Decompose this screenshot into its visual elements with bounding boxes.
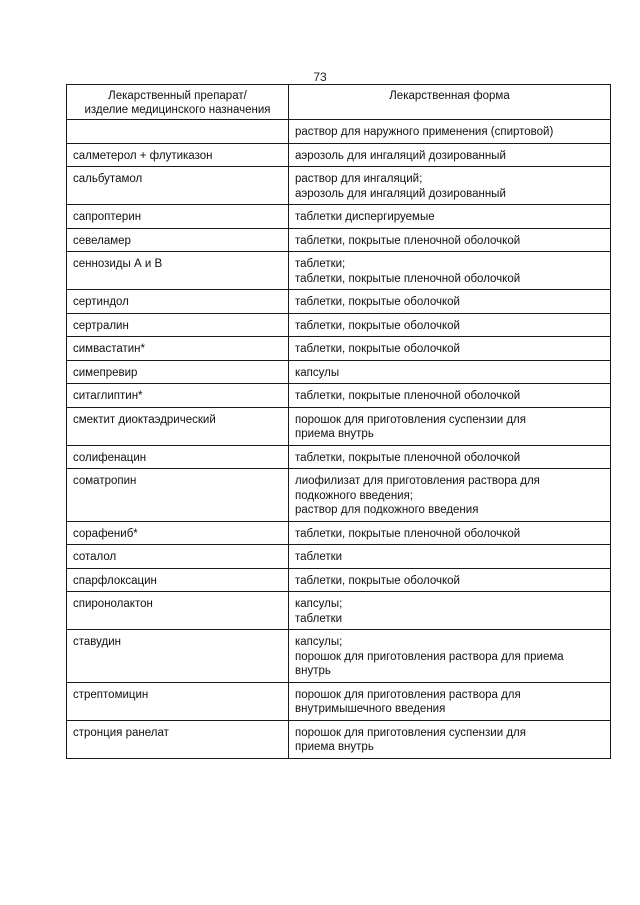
drug-name: стрептомицин (73, 688, 149, 701)
table-row (67, 252, 611, 290)
dosage-form-line: внутрь (295, 665, 331, 677)
header-line: изделие медицинского назначения (84, 104, 271, 116)
table-row (67, 360, 611, 384)
dosage-form-cell (289, 167, 611, 205)
dosage-form-line: таблетки, покрытые оболочкой (295, 296, 460, 308)
dosage-form-line: таблетки, покрытые оболочкой (295, 574, 460, 587)
dosage-form-line: капсулы; (295, 598, 343, 610)
table-row (67, 337, 611, 361)
dosage-form-line: раствор для ингаляций; (295, 173, 423, 185)
table-row (67, 592, 611, 630)
dosage-form-line: порошок для приготовления раствора для (295, 688, 521, 701)
dosage-form-cell (289, 592, 611, 630)
drug-name: спарфлоксацин (73, 574, 157, 587)
drug-name: соталол (73, 551, 117, 563)
dosage-form-cell (289, 682, 611, 720)
drug-name-cell (67, 143, 289, 167)
dosage-form-line: подкожного введения; (295, 489, 414, 502)
drug-name-cell (67, 521, 289, 545)
drug-name-cell (67, 360, 289, 384)
dosage-form-line: таблетки, покрытые пленочной оболочкой (295, 272, 521, 285)
drug-name-cell (67, 445, 289, 469)
table-row (67, 445, 611, 469)
dosage-form-cell (289, 313, 611, 337)
drug-name-cell (67, 120, 289, 144)
dosage-form-line: раствор для подкожного введения (295, 504, 479, 516)
table-row (67, 120, 611, 144)
drug-name-cell (67, 592, 289, 630)
drug-table (66, 84, 611, 759)
table-body (67, 120, 611, 759)
header-line: Лекарственный препарат/ (108, 90, 247, 102)
drug-name: сапроптерин (73, 211, 142, 223)
dosage-form-line: таблетки, покрытые пленочной оболочкой (295, 451, 521, 464)
drug-name-cell (67, 252, 289, 290)
dosage-form-cell (289, 384, 611, 408)
drug-name: стронция ранелат (73, 726, 169, 739)
table-row (67, 167, 611, 205)
dosage-form-line: лиофилизат для приготовления раствора для (295, 475, 540, 487)
drug-name: солифенацин (73, 451, 147, 464)
dosage-form-cell (289, 630, 611, 683)
drug-name-cell (67, 630, 289, 683)
dosage-form-cell (289, 545, 611, 569)
dosage-form-line: капсулы; (295, 636, 343, 648)
dosage-form-cell (289, 521, 611, 545)
page-number: 73 (313, 70, 327, 84)
dosage-form-line: порошок для приготовления суспензии для (295, 413, 526, 426)
drug-name-cell (67, 720, 289, 758)
dosage-form-line: таблетки, покрытые оболочкой (295, 319, 460, 332)
dosage-form-line: таблетки диспергируемые (295, 211, 435, 223)
dosage-form-cell (289, 407, 611, 445)
drug-name: сертралин (73, 319, 129, 332)
drug-name-cell (67, 313, 289, 337)
drug-name-cell (67, 682, 289, 720)
table-row (67, 384, 611, 408)
drug-name-cell (67, 407, 289, 445)
table-row (67, 720, 611, 758)
dosage-form-cell (289, 228, 611, 252)
drug-name-cell (67, 469, 289, 522)
dosage-form-line: аэрозоль для ингаляций дозированный (295, 149, 506, 162)
table-header-row (67, 85, 611, 120)
table-row (67, 228, 611, 252)
dosage-form-line: таблетки; (295, 258, 346, 270)
header-dosage-form (289, 85, 611, 120)
drug-name-cell (67, 545, 289, 569)
drug-name: сорафениб* (73, 527, 138, 540)
drug-name-cell (67, 384, 289, 408)
table-row (67, 313, 611, 337)
table-row (67, 630, 611, 683)
dosage-form-cell (289, 205, 611, 229)
drug-name: симепревир (73, 366, 138, 379)
dosage-form-line: таблетки (295, 612, 343, 625)
dosage-form-line: капсулы (295, 366, 340, 379)
dosage-form-line: аэрозоль для ингаляций дозированный (295, 187, 506, 200)
dosage-form-line: раствор для наружного применения (спиртовой) (295, 126, 554, 138)
dosage-form-cell (289, 143, 611, 167)
drug-name-cell (67, 167, 289, 205)
dosage-form-line: приема внутрь (295, 741, 374, 753)
drug-name: севеламер (73, 234, 131, 247)
dosage-form-line: таблетки, покрытые пленочной оболочкой (295, 527, 521, 540)
drug-name: сеннозиды А и В (73, 258, 163, 270)
drug-name: спиронолактон (73, 598, 153, 610)
dosage-form-cell (289, 252, 611, 290)
dosage-form-cell (289, 360, 611, 384)
dosage-form-cell (289, 120, 611, 144)
drug-name: ситаглиптин* (73, 390, 143, 402)
header-drug-name (67, 85, 289, 120)
dosage-form-line: таблетки, покрытые пленочной оболочкой (295, 234, 521, 247)
drug-name: симвастатин* (73, 343, 146, 355)
table-row (67, 568, 611, 592)
dosage-form-cell (289, 720, 611, 758)
dosage-form-line: приема внутрь (295, 428, 374, 440)
dosage-form-line: внутримышечного введения (295, 703, 446, 715)
drug-name: сертиндол (73, 296, 129, 308)
dosage-form-line: порошок для приготовления суспензии для (295, 726, 526, 739)
dosage-form-cell (289, 290, 611, 314)
table-row (67, 521, 611, 545)
dosage-form-cell (289, 337, 611, 361)
dosage-form-cell (289, 568, 611, 592)
drug-name: ставудин (73, 636, 121, 648)
table-row (67, 143, 611, 167)
drug-name: салметерол + флутиказон (73, 149, 213, 162)
table-row (67, 290, 611, 314)
dosage-form-line: таблетки, покрытые пленочной оболочкой (295, 390, 521, 402)
drug-name: сальбутамол (73, 173, 143, 185)
dosage-form-cell (289, 469, 611, 522)
dosage-form-line: порошок для приготовления раствора для приема (295, 650, 564, 663)
drug-name: смектит диоктаэдрический (73, 413, 216, 426)
drug-name-cell (67, 337, 289, 361)
table-row (67, 469, 611, 522)
table-row (67, 407, 611, 445)
dosage-form-cell (289, 445, 611, 469)
table-row (67, 682, 611, 720)
drug-name: соматропин (73, 475, 137, 487)
header-line: Лекарственная форма (389, 90, 510, 102)
drug-name-cell (67, 290, 289, 314)
dosage-form-line: таблетки, покрытые оболочкой (295, 343, 460, 355)
drug-name-cell (67, 205, 289, 229)
table-row (67, 545, 611, 569)
drug-name-cell (67, 568, 289, 592)
drug-name-cell (67, 228, 289, 252)
dosage-form-line: таблетки (295, 551, 343, 563)
table-row (67, 205, 611, 229)
